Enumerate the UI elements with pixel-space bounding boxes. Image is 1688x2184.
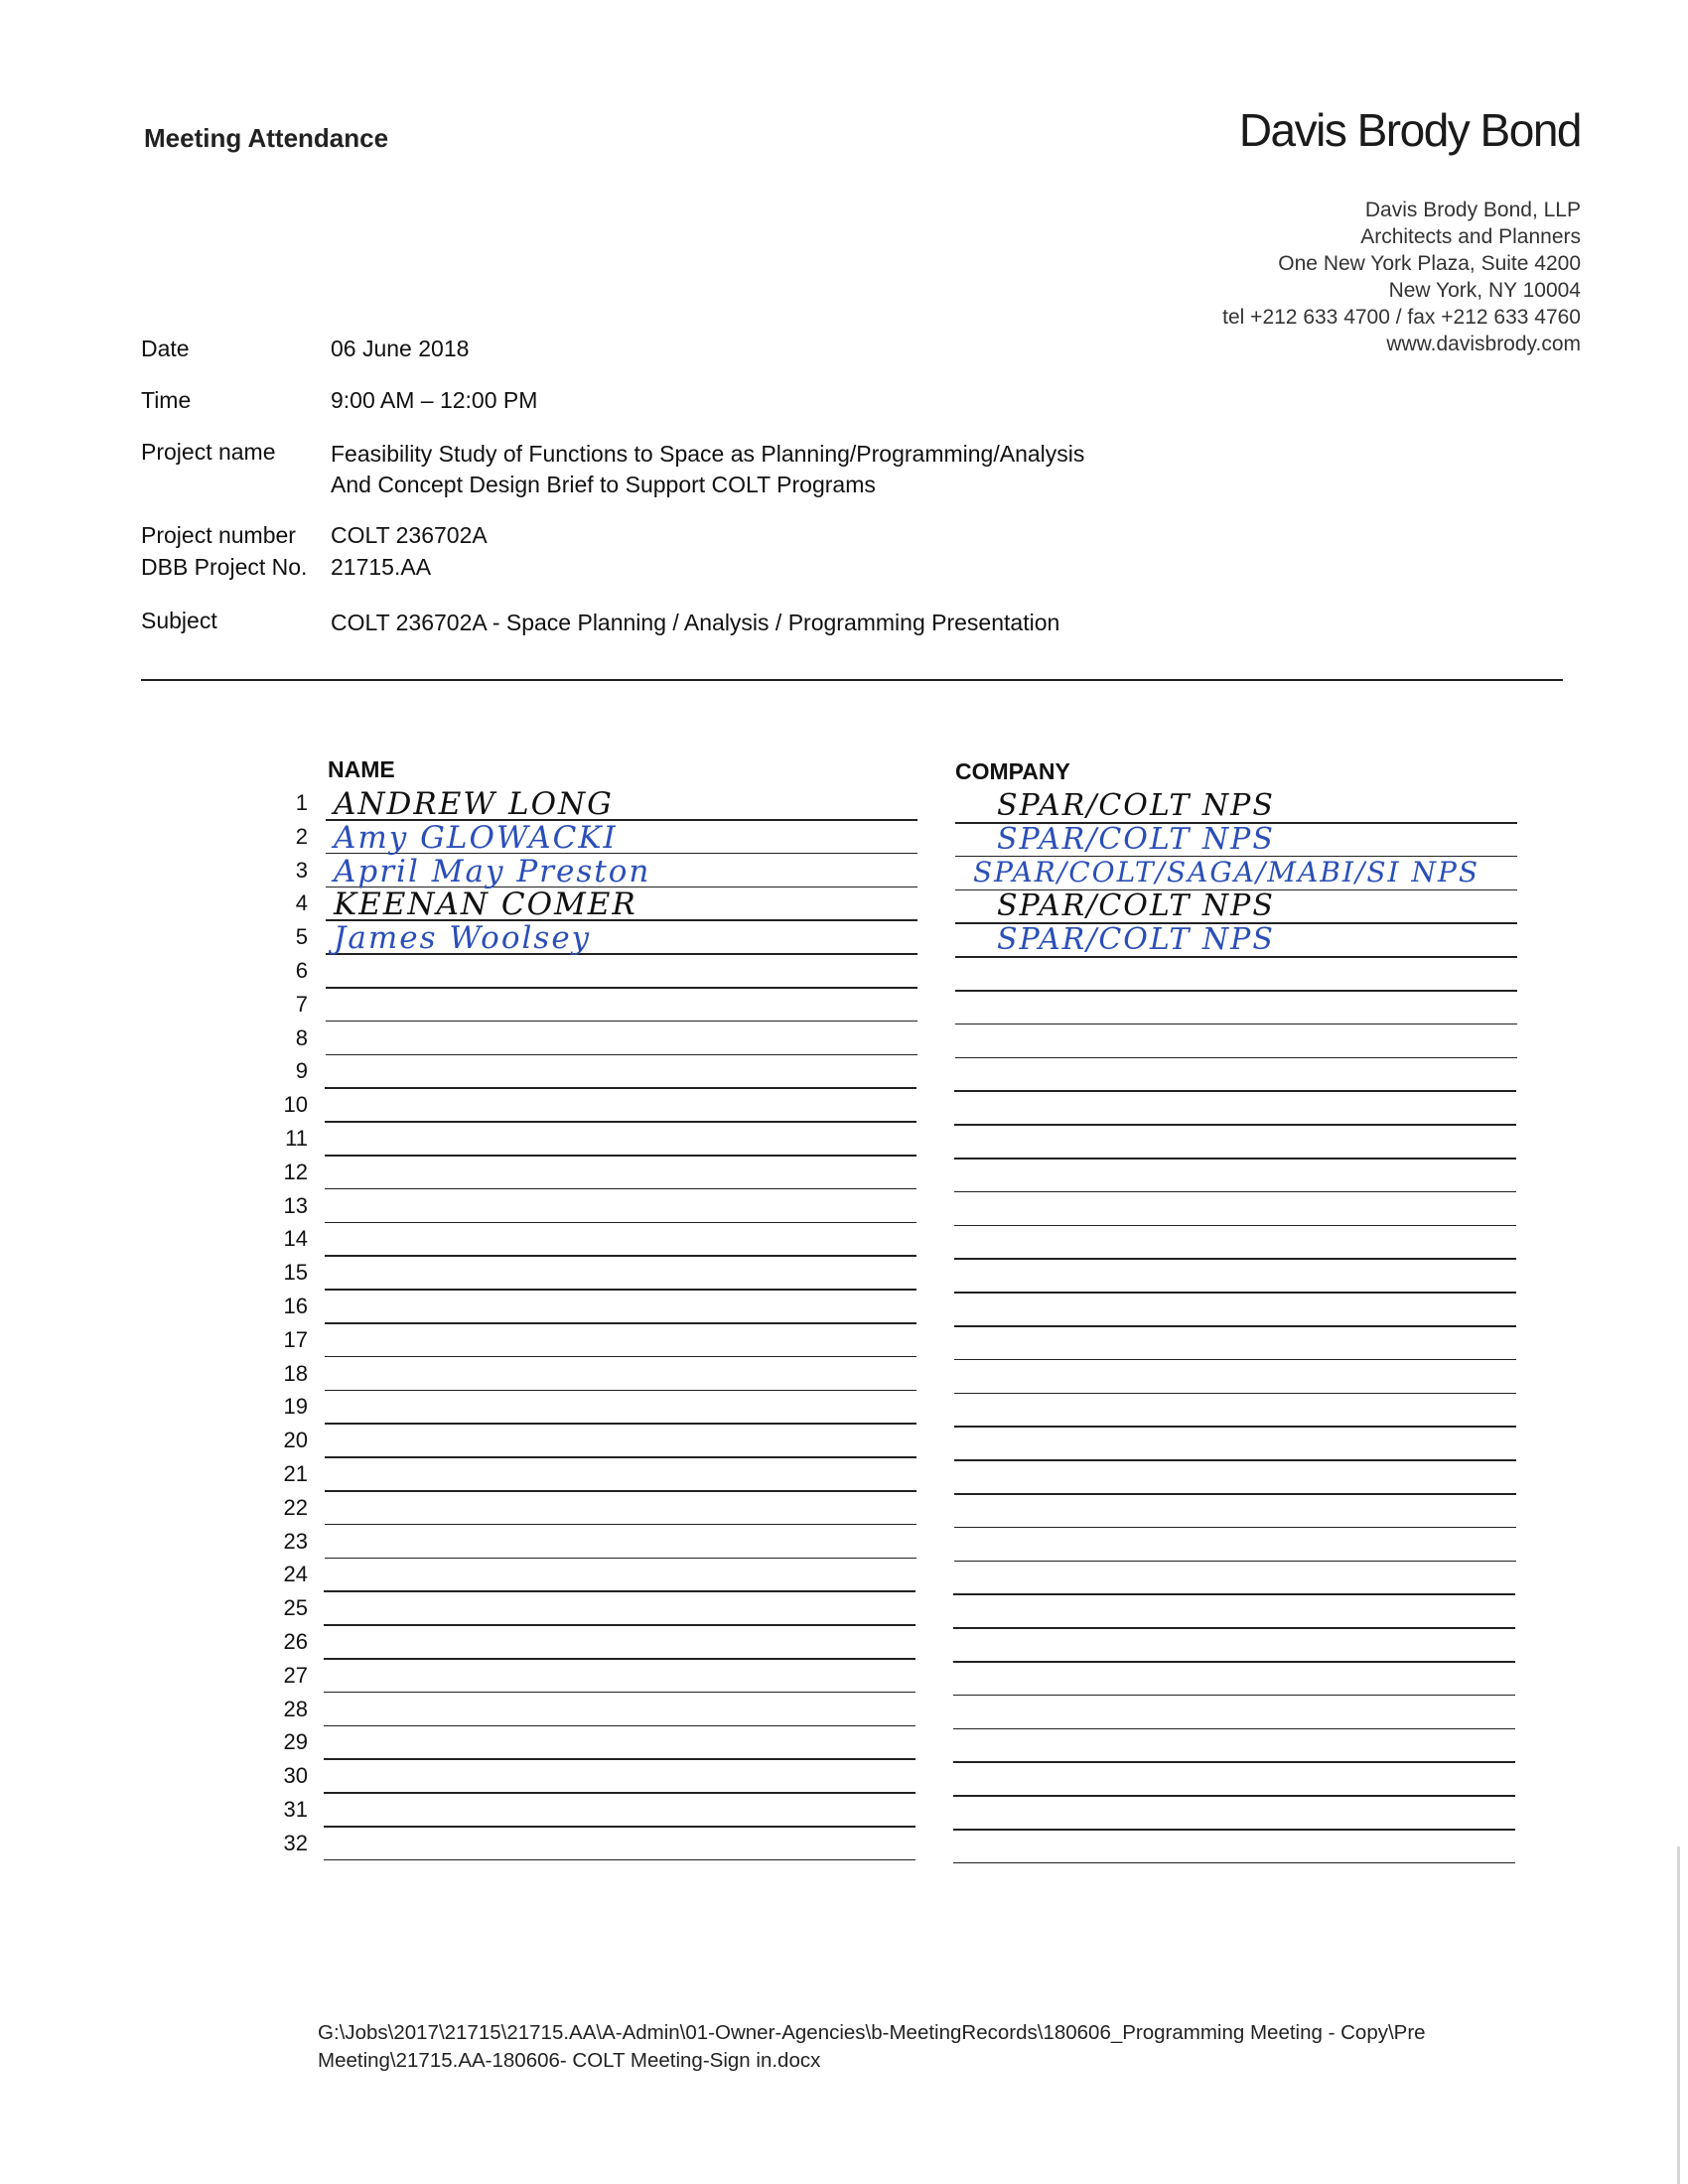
company-signature-line	[953, 1761, 1515, 1763]
company-signature-line	[953, 1695, 1515, 1697]
company-signature-line	[953, 1728, 1515, 1730]
name-signature-line	[324, 1725, 915, 1727]
company-logo: Davis Brody Bond	[1238, 104, 1581, 156]
name-signature-line	[325, 1255, 916, 1257]
name-signature-line	[325, 1155, 916, 1157]
name-signature-line	[325, 1558, 916, 1560]
project-name-value	[331, 439, 1084, 500]
row-number: 26	[283, 1629, 308, 1654]
row-number: 21	[283, 1461, 308, 1486]
project-number-value: COLT 236702A	[331, 522, 488, 548]
company-column-header: COMPANY	[955, 758, 1070, 784]
row-number: 15	[283, 1260, 308, 1286]
name-signature-line	[324, 1859, 915, 1861]
row-number: 17	[283, 1326, 308, 1352]
row-number: 30	[283, 1763, 308, 1789]
project-name-line: Feasibility Study of Functions to Space as Planning/Programming/Analysis	[331, 441, 1085, 467]
row-number: 6	[295, 958, 308, 983]
attendee-company: SPAR/COLT NPS	[997, 821, 1275, 857]
row-number: 14	[283, 1226, 308, 1252]
company-signature-line	[954, 1258, 1516, 1260]
name-signature-line	[325, 1356, 916, 1358]
file-path-footer	[318, 2019, 1426, 2075]
file-path-line: Meeting\21715.AA-180606- COLT Meeting-Sign in.docx	[318, 2049, 821, 2072]
name-signature-line	[325, 1423, 916, 1425]
company-signature-line	[954, 1191, 1516, 1193]
name-signature-line	[325, 1456, 916, 1458]
name-signature-line	[325, 1188, 916, 1190]
row-number: 7	[295, 991, 308, 1017]
name-signature-line	[324, 1792, 915, 1794]
row-number: 4	[295, 890, 308, 916]
scan-edge	[1677, 1846, 1680, 2184]
address-line: New York, NY 10004	[1388, 279, 1581, 302]
address-line: One New York Plaza, Suite 4200	[1278, 252, 1581, 275]
row-number: 13	[283, 1192, 308, 1218]
name-signature-line	[325, 1121, 916, 1123]
row-number: 27	[283, 1662, 308, 1688]
attendee-name: Amy GLOWACKI	[334, 819, 618, 856]
name-signature-line	[325, 1390, 916, 1392]
name-signature-line	[324, 1826, 915, 1828]
date-value: 06 June 2018	[331, 336, 470, 361]
date-label: Date	[141, 336, 190, 361]
header-divider	[141, 679, 1563, 681]
name-signature-line	[324, 1590, 915, 1592]
row-number: 10	[283, 1092, 308, 1118]
company-signature-line	[953, 1627, 1515, 1629]
name-signature-line	[325, 1322, 916, 1324]
name-signature-line	[326, 1054, 917, 1056]
row-number: 19	[283, 1394, 308, 1420]
address-line: tel +212 633 4700 / fax +212 633 4760	[1222, 306, 1581, 329]
attendee-company: SPAR/COLT NPS	[997, 788, 1275, 823]
company-signature-line	[954, 1359, 1516, 1361]
row-number: 28	[283, 1696, 308, 1721]
company-signature-line	[954, 1090, 1516, 1092]
company-signature-line	[954, 1225, 1516, 1227]
company-signature-line	[953, 1661, 1515, 1663]
name-column-header: NAME	[328, 756, 395, 782]
name-signature-line	[325, 1490, 916, 1492]
project-name-line: And Concept Design Brief to Support COLT Programs	[331, 472, 876, 497]
row-number: 8	[295, 1024, 308, 1050]
company-signature-line	[954, 1426, 1516, 1428]
row-number: 31	[283, 1797, 308, 1822]
attendee-name: April May Preston	[334, 853, 651, 889]
address-line: www.davisbrody.com	[1386, 333, 1581, 355]
subject-value: COLT 236702A - Space Planning / Analysis / Programming Presentation	[331, 610, 1060, 635]
row-number: 23	[283, 1528, 308, 1554]
company-address-block	[1222, 197, 1581, 357]
row-number: 29	[283, 1729, 308, 1755]
row-number: 25	[283, 1595, 308, 1621]
name-signature-line	[325, 1087, 916, 1089]
attendee-name: ANDREW LONG	[334, 786, 614, 822]
name-signature-line	[324, 1692, 915, 1694]
subject-label: Subject	[141, 608, 217, 633]
row-number: 18	[283, 1360, 308, 1386]
company-signature-line	[955, 990, 1517, 992]
company-signature-line	[955, 1024, 1517, 1025]
attendee-name: James Woolsey	[334, 920, 592, 957]
row-number: 3	[295, 857, 308, 883]
row-number: 20	[283, 1428, 308, 1453]
row-number: 5	[295, 924, 308, 950]
row-number: 32	[283, 1830, 308, 1855]
time-label: Time	[141, 387, 192, 413]
company-signature-line	[954, 1493, 1516, 1495]
company-signature-line	[953, 1795, 1515, 1797]
attendee-company: SPAR/COLT NPS	[997, 888, 1275, 924]
row-number: 16	[283, 1294, 308, 1318]
company-signature-line	[954, 1158, 1516, 1160]
company-signature-line	[954, 1459, 1516, 1461]
document-title: Meeting Attendance	[144, 123, 389, 153]
company-signature-line	[954, 1124, 1516, 1126]
name-signature-line	[324, 1624, 915, 1626]
attendee-company: SPAR/COLT/SAGA/MABI/SI NPS	[973, 855, 1480, 888]
row-number: 2	[295, 823, 308, 849]
project-number-label: Project number	[141, 522, 296, 548]
row-number: 11	[285, 1126, 308, 1151]
company-signature-line	[954, 1325, 1516, 1327]
name-signature-line	[326, 987, 917, 989]
attendee-company: SPAR/COLT NPS	[997, 922, 1275, 958]
dbb-project-label: DBB Project No.	[141, 554, 308, 580]
file-path-line: G:\Jobs\2017\21715\21715.AA\A-Admin\01-Owner-Agencies\b-MeetingRecords\180606_Programming Meeting - Copy\Pre	[318, 2021, 1426, 2044]
row-number: 12	[283, 1159, 308, 1184]
company-signature-line	[954, 1393, 1516, 1395]
name-signature-line	[325, 1222, 916, 1224]
project-name-label: Project name	[141, 439, 276, 465]
company-signature-line	[953, 1593, 1515, 1595]
row-number: 9	[295, 1058, 308, 1084]
row-number: 22	[283, 1494, 308, 1520]
name-signature-line	[325, 1289, 916, 1291]
company-signature-line	[955, 1057, 1517, 1059]
row-number: 24	[283, 1562, 308, 1587]
address-line: Architects and Planners	[1360, 225, 1581, 248]
company-signature-line	[954, 1292, 1516, 1294]
company-signature-line	[954, 1527, 1516, 1529]
dbb-project-value: 21715.AA	[331, 554, 432, 580]
name-signature-line	[324, 1658, 915, 1660]
name-signature-line	[324, 1758, 915, 1760]
company-signature-line	[954, 1561, 1516, 1563]
attendee-name: KEENAN COMER	[334, 887, 637, 923]
name-signature-line	[326, 1021, 917, 1023]
company-signature-line	[953, 1862, 1515, 1864]
company-signature-line	[953, 1829, 1515, 1831]
time-value: 9:00 AM – 12:00 PM	[331, 387, 538, 413]
row-number: 1	[295, 790, 308, 815]
address-line: Davis Brody Bond, LLP	[1364, 199, 1581, 221]
name-signature-line	[325, 1524, 916, 1526]
